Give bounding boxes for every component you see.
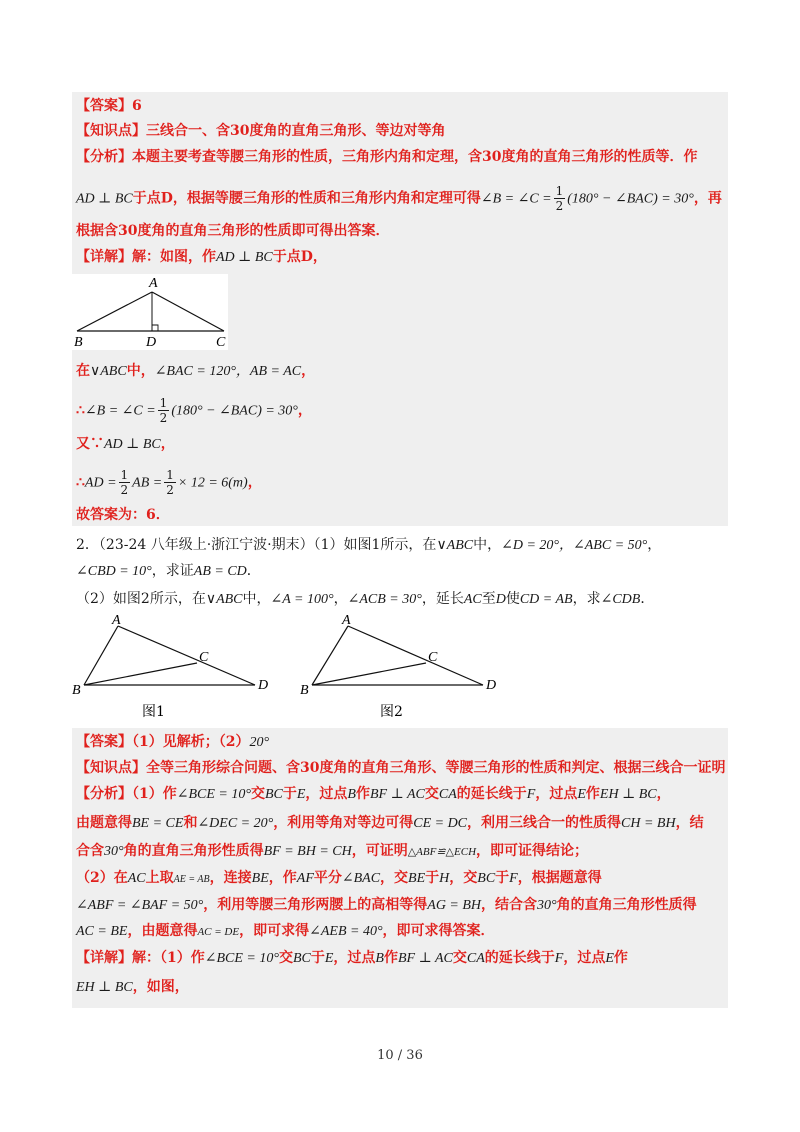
text-run: ，延长 (421, 591, 464, 607)
text-run: 在 (76, 363, 90, 379)
text-run: （1）见解析；（2） (132, 734, 250, 750)
text-run: 由题意得 (76, 815, 132, 831)
segment-ab (312, 626, 348, 685)
text-run: 中， (473, 537, 502, 553)
page-number: 10 / 36 (377, 1048, 423, 1063)
math-expr: F (554, 951, 564, 966)
math-expr: E (605, 951, 614, 966)
text-run: ， (160, 436, 175, 452)
text-run: ． (640, 591, 655, 607)
math-expr: CH = BH (621, 816, 676, 831)
math-expr: ∠BAC = 120°，AB = AC (154, 364, 302, 379)
fraction (164, 468, 176, 497)
text-run: ∴ (76, 402, 85, 419)
text-run: ，过点 (333, 950, 376, 966)
text-run: 和 (183, 815, 198, 831)
text-run: 中， (126, 363, 155, 379)
text-run: 于 (495, 870, 510, 886)
math-expr: ∠DEC = 20° (197, 816, 274, 831)
text-run: 的延长线于 (456, 786, 527, 802)
math-expr: CE = DC (413, 816, 468, 831)
label-a: A (342, 614, 351, 628)
q1-analysis-line3: 根据含30度角的直角三角形的性质即可得出答案． (76, 223, 390, 239)
fraction-numerator: 1 (159, 396, 168, 410)
figure-2-caption: 图2 (380, 704, 403, 720)
figure-2 (298, 614, 508, 720)
text-run: 中， (242, 591, 271, 607)
label-c: C (199, 650, 209, 665)
fraction-denominator: 2 (120, 483, 129, 497)
text-run: ，连接 (209, 870, 252, 886)
fraction-denominator: 2 (555, 199, 564, 213)
math-expr: E (577, 787, 586, 802)
text-run: 于 (310, 950, 325, 966)
math-expr: CA (466, 951, 485, 966)
math-expr: BF ⊥ AC (369, 787, 425, 802)
math-expr: D (495, 592, 506, 607)
math-expr: ∠B = ∠C = (84, 403, 156, 419)
segment-ad (348, 626, 483, 685)
text-run: 于 (425, 870, 440, 886)
math-expr: BE (251, 871, 269, 886)
math-expr: × 12 = 6(m) (177, 475, 248, 491)
text-run: 作 (585, 786, 600, 802)
text-run: ，过点 (305, 786, 348, 802)
text-run: 于点D，根据等腰三角形的性质和三角形内角和定理可得 (132, 190, 481, 207)
math-expr: 20° (249, 735, 270, 750)
q2-analysis-line3 (76, 840, 588, 863)
math-expr: ∠AEB = 40° (309, 924, 383, 939)
q2-detail-line1 (76, 947, 628, 970)
text-run: ， (247, 474, 262, 491)
math-expr: ∠CBD = 10° (76, 564, 152, 579)
text-run: 作 (355, 786, 370, 802)
fraction-denominator: 2 (159, 411, 168, 425)
text-run: ，交 (380, 870, 409, 886)
math-expr: EH ⊥ BC (599, 787, 657, 802)
text-run: ，结合含 (481, 897, 538, 913)
text-run: ，利用等腰三角形两腰上的高相等得 (203, 897, 428, 913)
text-run: 作 (383, 950, 398, 966)
math-expr: ∠B = ∠C = (480, 191, 552, 207)
text-run: ，即可求得 (239, 923, 310, 939)
text-run: ，交 (449, 870, 478, 886)
text-run: 解：（1）作 (132, 950, 205, 966)
text-run: ． (246, 563, 261, 579)
label-d: D (486, 678, 497, 693)
math-expr: AD ⊥ BC (216, 250, 273, 265)
text-run: 合含 (76, 843, 104, 859)
triangle-abc-figure (72, 274, 228, 350)
math-expr: ∨ABC (205, 592, 243, 607)
math-expr: BF = BH = CH (263, 844, 352, 859)
text-run: 作 (613, 950, 628, 966)
text-run: ， (647, 537, 662, 553)
math-expr: 30° (537, 898, 557, 913)
fraction (119, 468, 131, 497)
q1-step1 (76, 360, 315, 383)
q1-detail-line1 (76, 246, 327, 269)
math-expr: AC (463, 592, 482, 607)
q2-detail-line2 (76, 976, 189, 999)
text-run: 交 (278, 950, 293, 966)
text-run: ，求 (572, 591, 601, 607)
q2-stem-line1 (76, 534, 661, 557)
math-expr: AC (127, 871, 146, 886)
math-expr: 30° (104, 844, 124, 859)
math-expr: BE = CE (132, 816, 184, 831)
text-run: 的延长线于 (484, 950, 555, 966)
math-expr: AB = CD (193, 564, 247, 579)
math-expr: EH ⊥ BC (76, 980, 133, 995)
text-run: ，求证 (151, 563, 194, 579)
math-expr: H (439, 871, 450, 886)
label-d: D (146, 335, 157, 350)
text-run: 于 (282, 786, 297, 802)
text-run: 平分 (313, 870, 342, 886)
text-run: ，作 (268, 870, 297, 886)
text-run: ，根据题意得 (517, 870, 602, 886)
text-run: ，再 (693, 190, 722, 207)
q1-analysis-line1: 【分析】本题主要考查等腰三角形的性质，三角形内角和定理，含30度角的直角三角形的性质等．作 (76, 149, 698, 165)
label-b: B (72, 683, 81, 698)
math-expr: AD ⊥ BC (76, 191, 133, 207)
fraction-numerator: 1 (166, 468, 174, 482)
q2-analysis-line1 (76, 783, 671, 806)
text-run: 至 (481, 591, 496, 607)
math-expr: ∠ACB = 30° (347, 592, 422, 607)
math-expr: ∨ABC (436, 538, 474, 553)
math-expr: BC (292, 951, 311, 966)
text-run: ，过点 (563, 950, 606, 966)
text-run: 角的直角三角形性质得 (123, 843, 264, 859)
math-expr: AG = BH (427, 898, 482, 913)
fraction (158, 396, 170, 425)
math-expr: (180° − ∠BAC) = 30° (567, 191, 694, 207)
text-run: 交 (424, 786, 439, 802)
math-expr: BE (408, 871, 426, 886)
q1-step2 (76, 396, 312, 425)
math-expr: CA (438, 787, 457, 802)
label-b: B (74, 335, 83, 350)
math-expr: ∨ABC (90, 364, 127, 379)
text-run: ，即可证得结论； (476, 843, 589, 859)
segment-bc (84, 663, 197, 685)
math-expr: ∠A = 100° (270, 592, 334, 607)
text-run: ，即可求得答案． (382, 923, 495, 939)
math-expr: ∠BCE = 10° (204, 951, 279, 966)
q1-step4 (76, 468, 262, 497)
text-run: ， (656, 786, 671, 802)
q2-analysis-line5 (76, 894, 697, 917)
math-expr: AD ⊥ BC (104, 437, 161, 452)
q2-stem-line2 (76, 560, 261, 583)
text-run: ， (301, 363, 316, 379)
detail-label: 【详解】 (76, 249, 132, 265)
math-expr: (180° − ∠BAC) = 30° (171, 403, 298, 419)
math-expr: AC = BE (76, 924, 128, 939)
math-expr: AC = DE (197, 926, 240, 938)
label-a: A (112, 614, 121, 628)
q1-knowledge: 【知识点】三线合一、含30度角的直角三角形、等边对等角 (76, 123, 446, 139)
label-d: D (258, 678, 269, 693)
answer-label: 【答案】 (76, 734, 132, 750)
text-run: ，可证明 (351, 843, 408, 859)
math-expr: AF (296, 871, 314, 886)
math-expr: AE = AB (173, 874, 210, 885)
text-run: 角的直角三角形性质得 (556, 897, 697, 913)
text-run: ，利用三线合一的性质得 (467, 815, 622, 831)
math-expr: B (347, 787, 356, 802)
text-run: ， (333, 591, 348, 607)
text-run: 交 (452, 950, 467, 966)
analysis-label: 【分析】 (76, 786, 132, 802)
text-run: ∴ (76, 474, 85, 491)
math-expr: BF ⊥ AC (397, 951, 453, 966)
text-run: ，由题意得 (127, 923, 198, 939)
text-run: （1）作 (132, 786, 177, 802)
text-run: ，过点 (535, 786, 578, 802)
math-expr: B (375, 951, 384, 966)
math-expr: ∠BAC (341, 871, 381, 886)
q2-analysis-line6 (76, 920, 495, 943)
text-run: 又∵ (76, 436, 104, 452)
text-run: ，如图， (132, 979, 189, 995)
math-expr: BC (477, 871, 496, 886)
figure-1-caption: 图1 (142, 704, 165, 720)
math-expr: E (296, 787, 306, 802)
label-a: A (149, 276, 158, 291)
q2-answer (76, 731, 269, 754)
q1-analysis-line2 (76, 184, 722, 213)
math-expr: ∠D = 20°，∠ABC = 50° (501, 538, 648, 553)
detail-label: 【详解】 (76, 950, 132, 966)
segment-bc (312, 663, 426, 685)
label-b: B (300, 683, 309, 698)
math-expr: AB = (132, 475, 163, 491)
text-run: （2）如图2所示，在 (76, 591, 206, 607)
fraction (554, 184, 566, 213)
text-run: 上取 (145, 870, 174, 886)
q1-answer: 【答案】6 (76, 98, 142, 114)
math-expr: AD = (84, 475, 117, 491)
math-expr: F (526, 787, 536, 802)
segment-ab (84, 626, 118, 685)
fraction-denominator: 2 (166, 483, 174, 497)
fraction-numerator: 1 (120, 468, 129, 482)
q1-step3 (76, 433, 175, 456)
label-c: C (216, 335, 226, 350)
text-run: 2．（23-24 八年级上·浙江宁波·期末）（1）如图1所示，在 (76, 537, 437, 553)
text-run: ，利用等角对等边可得 (273, 815, 414, 831)
text-run: 解：如图，作 (132, 249, 216, 265)
q2-knowledge: 【知识点】全等三角形综合问题、含30度角的直角三角形、等腰三角形的性质和判定、根据三线合一证明 (76, 760, 726, 776)
math-expr: F (509, 871, 518, 886)
text-run: 使 (505, 591, 520, 607)
figure-1 (70, 614, 280, 720)
text-run: ， (297, 402, 312, 419)
math-expr: CD = AB (519, 592, 573, 607)
math-expr: E (324, 951, 334, 966)
q2-analysis-line2 (76, 812, 704, 835)
q2-stem-line3 (76, 588, 654, 611)
math-expr: ∠ABF = ∠BAF = 50° (76, 898, 204, 913)
math-expr: ∠BCE = 10° (176, 787, 251, 802)
text-run: 交 (250, 786, 265, 802)
q1-final: 故答案为：6． (76, 507, 170, 523)
math-expr: BC (264, 787, 283, 802)
text-run: （2）在 (76, 870, 128, 886)
fraction-numerator: 1 (555, 184, 564, 198)
math-expr: △ABF≌△ECH (407, 846, 477, 858)
segment-ad (118, 626, 255, 685)
text-run: 于点D， (272, 249, 327, 265)
math-expr: ∠CDB (600, 592, 641, 607)
text-run: ，结 (675, 815, 704, 831)
label-c: C (428, 650, 438, 665)
q2-analysis-line4 (76, 867, 602, 891)
